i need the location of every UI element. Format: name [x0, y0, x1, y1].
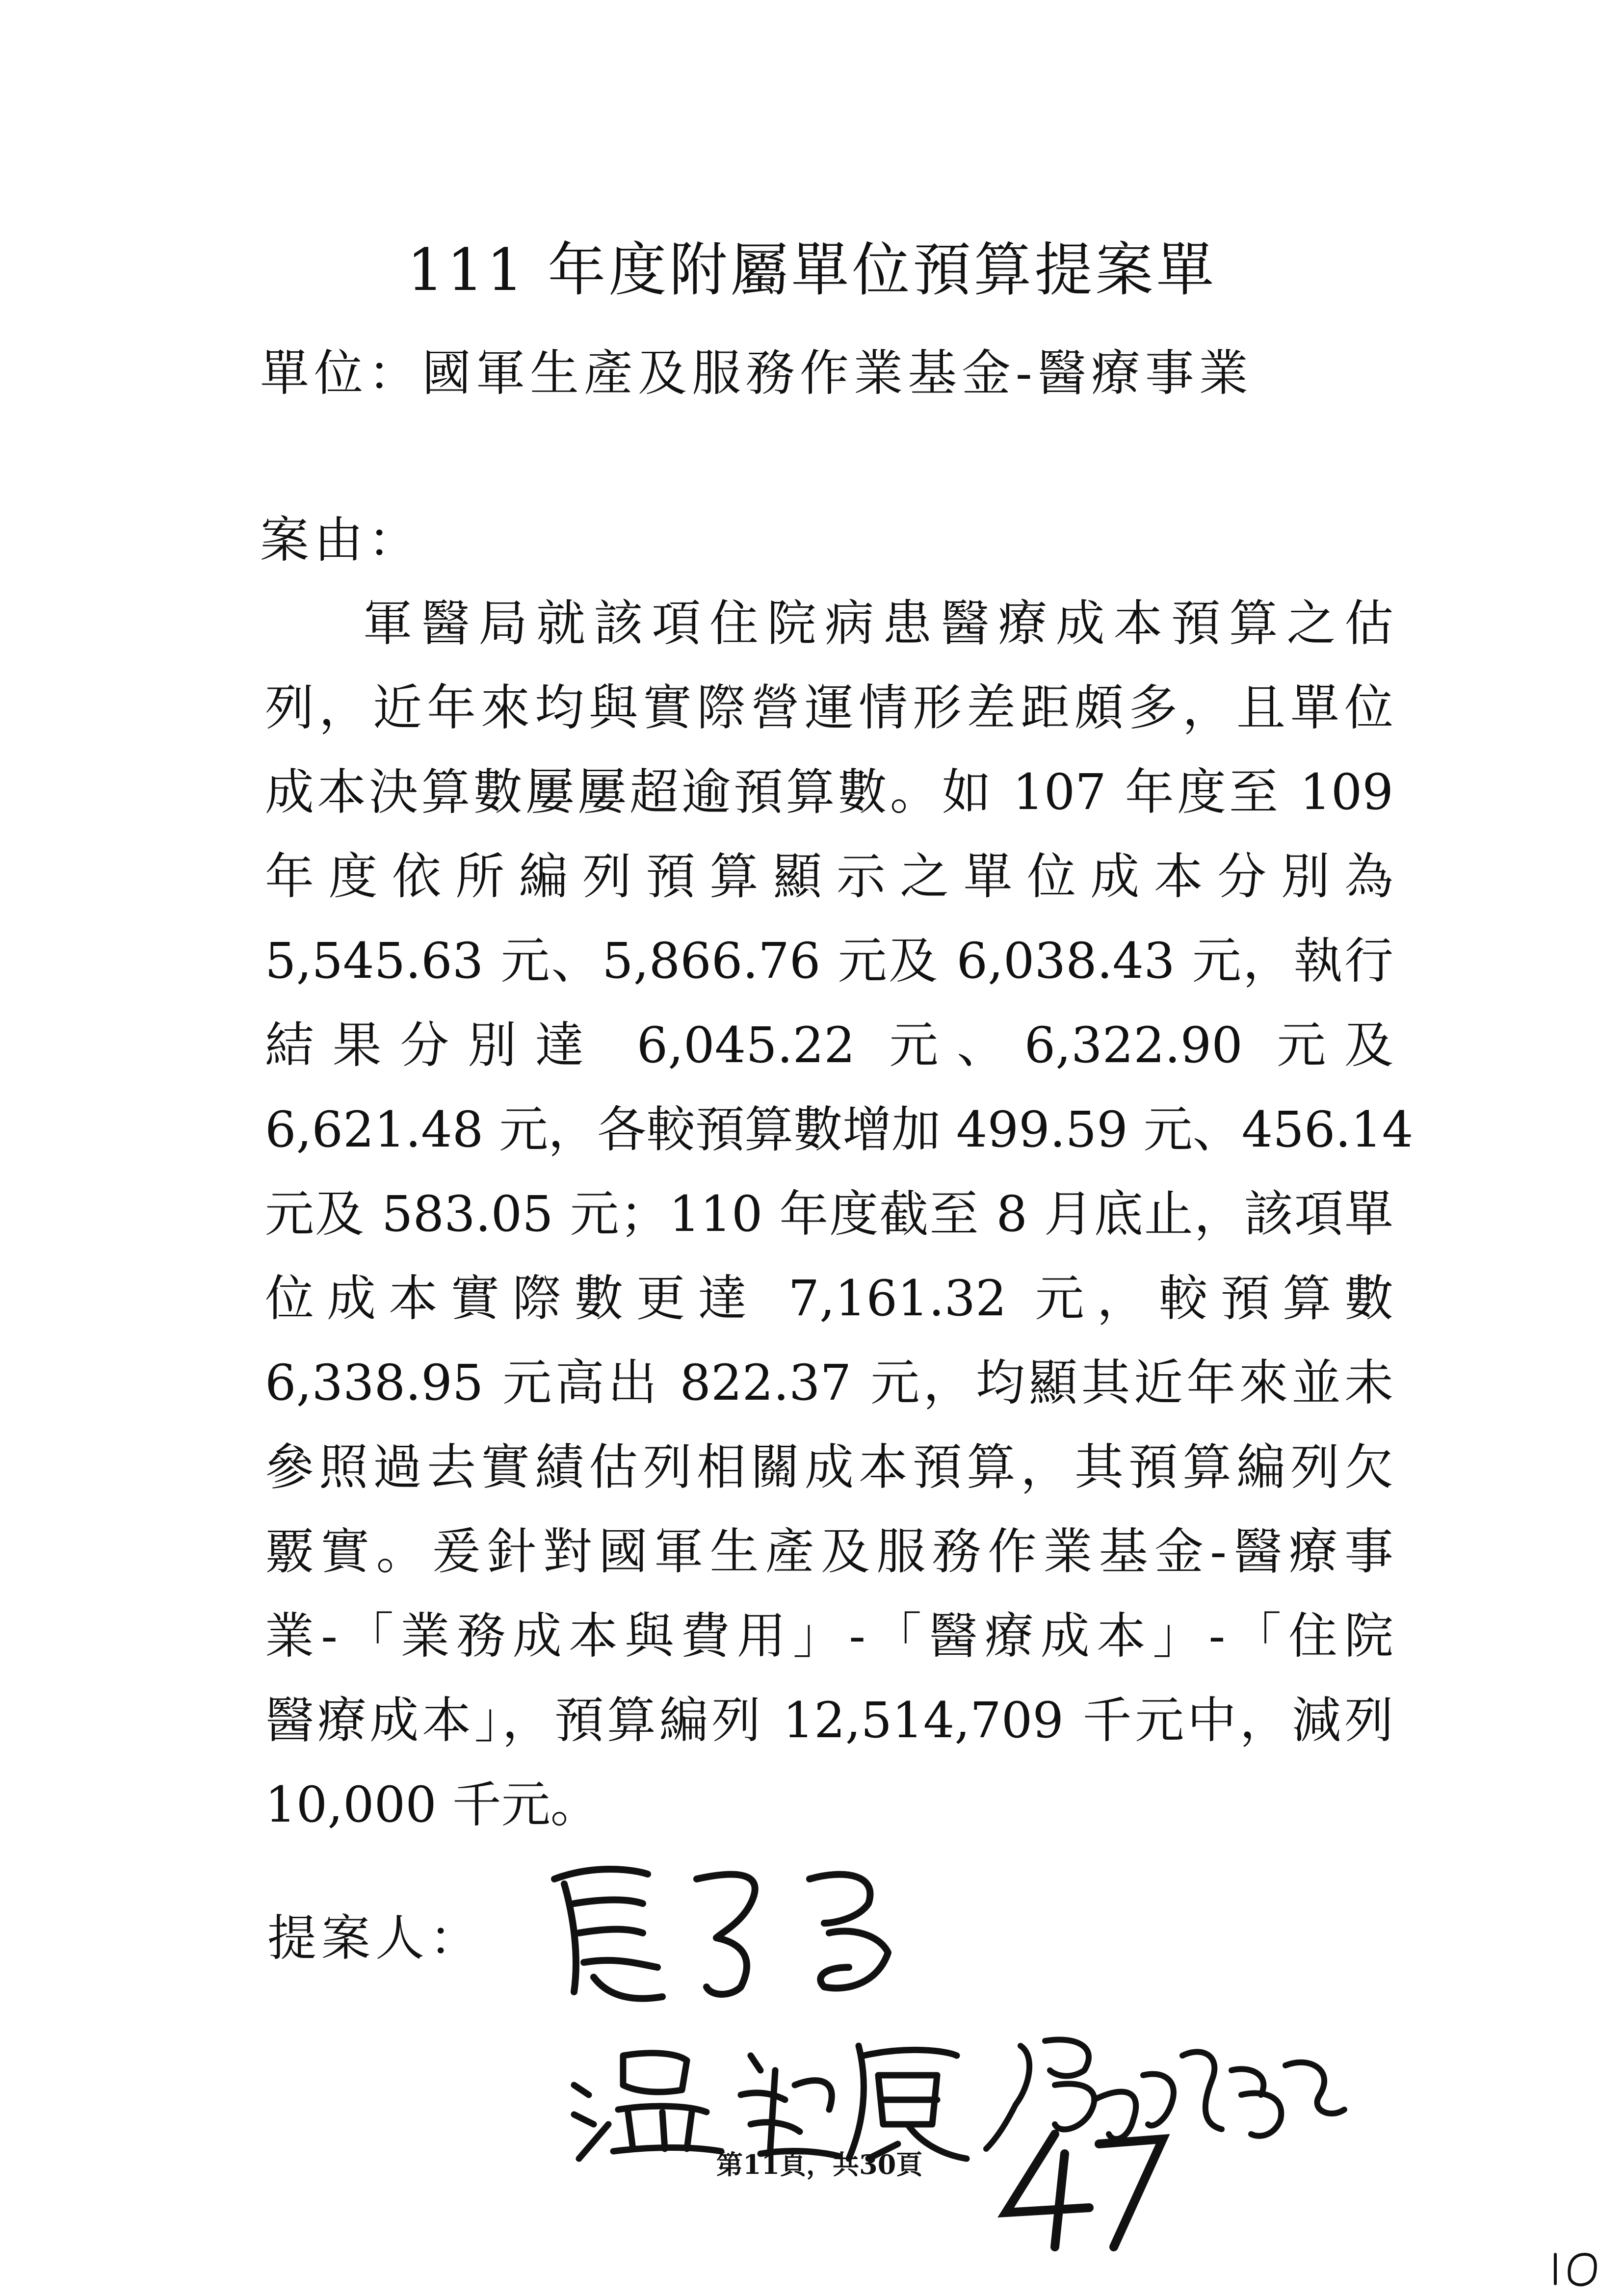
body-line: 成本決算數屢屢超逾預算數。如 107 年度至 109 — [265, 763, 1393, 821]
case-label: 案由： — [260, 511, 422, 569]
signature-1-icon — [535, 1850, 927, 2011]
corner-number-icon — [1545, 2249, 1604, 2289]
body-line: 列，近年來均與實際營運情形差距頗多，且單位 — [265, 679, 1393, 736]
page-footer: 第11頁，共30頁 — [716, 2149, 923, 2180]
body-line: 10,000 千元。 — [265, 1776, 600, 1833]
body-line: 覈實。爰針對國軍生產及服務作業基金-醫療事 — [265, 1523, 1393, 1580]
body-line: 業-「業務成本與費用」-「醫療成本」-「住院 — [265, 1607, 1393, 1665]
handwritten-number-icon — [996, 2124, 1173, 2252]
body-line: 年度依所編列預算顯示之單位成本分別為 — [265, 848, 1393, 905]
body-line: 6,338.95 元高出 822.37 元，均顯其近年來並未 — [265, 1354, 1393, 1411]
body-line: 參照過去實績估列相關成本預算，其預算編列欠 — [265, 1438, 1393, 1496]
body-line: 結果分別達 6,045.22 元、6,322.90 元及 — [265, 1017, 1393, 1074]
body-line: 6,621.48 元，各較預算數增加 499.59 元、456.14 — [265, 1101, 1414, 1158]
unit-line: 單位：國軍生產及服務作業基金-醫療事業 — [260, 344, 1253, 402]
signature-2-icon — [564, 2026, 1349, 2164]
body-line: 5,545.63 元、5,866.76 元及 6,038.43 元，執行 — [265, 932, 1393, 990]
body-line: 元及 583.05 元；110 年度截至 8 月底止，該項單 — [265, 1185, 1393, 1243]
body-line: 醫療成本」，預算編列 12,514,709 千元中，減列 — [265, 1692, 1393, 1749]
proposer-label: 提案人： — [267, 1909, 483, 1967]
body-line: 軍醫局就該項住院病患醫療成本預算之估 — [363, 595, 1393, 652]
body-line: 位成本實際數更達 7,161.32 元，較預算數 — [265, 1270, 1393, 1327]
document-title: 111 年度附屬單位預算提案單 — [407, 236, 1217, 304]
